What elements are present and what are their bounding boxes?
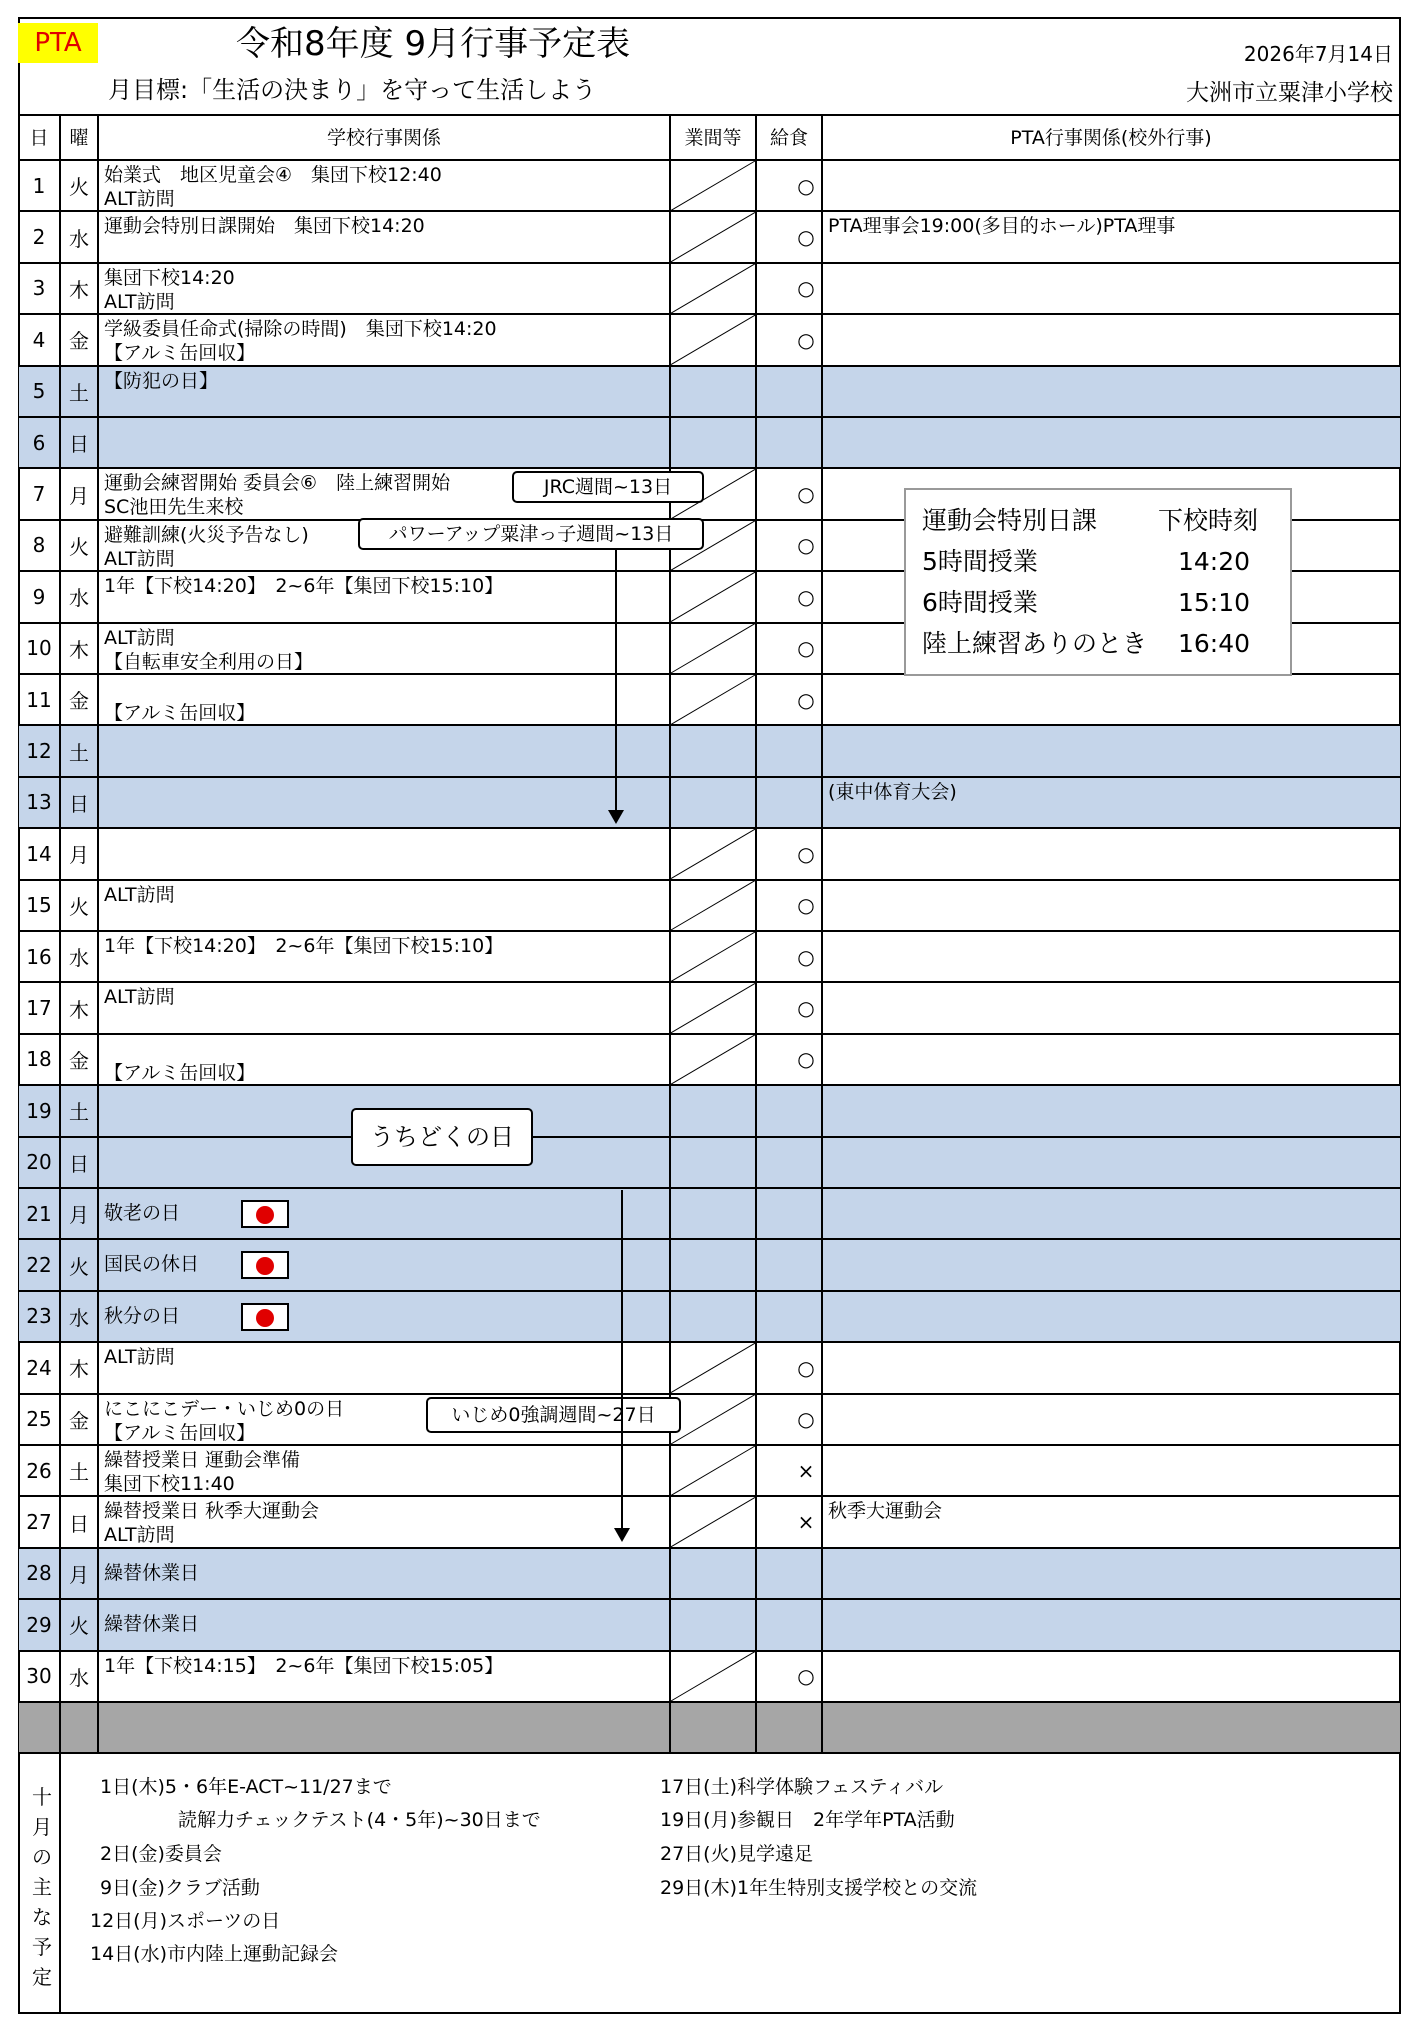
day-number: 3 — [32, 276, 46, 301]
event-line: 集団下校14:20 — [104, 266, 235, 289]
day-number: 17 — [26, 996, 52, 1021]
weekday: 土 — [69, 1100, 89, 1125]
col-header-pta-events: PTA行事関係(校外行事) — [1010, 127, 1212, 149]
day-number: 24 — [26, 1355, 52, 1380]
event-line: ALT訪問 — [104, 1524, 175, 1547]
weekday: 火 — [69, 1254, 89, 1279]
lunch-mark: ○ — [797, 687, 815, 712]
day-number: 15 — [26, 893, 52, 918]
monthly-goal: 月目標:「生活の決まり」を守って生活しよう — [108, 76, 597, 104]
day-number: 20 — [26, 1150, 52, 1175]
weekday: 土 — [69, 380, 89, 405]
issue-date: 2026年7月14日 — [1243, 42, 1393, 66]
day-number: 14 — [26, 841, 52, 866]
day-number: 10 — [26, 636, 52, 661]
day-number: 8 — [32, 533, 46, 558]
lunch-mark: ○ — [797, 841, 815, 866]
lunch-mark: × — [797, 1458, 815, 1483]
weekday: 金 — [69, 329, 89, 354]
schedule-time: 15:10 — [1178, 588, 1251, 617]
weekday: 土 — [69, 1460, 89, 1485]
event-line: 運動会練習開始 委員会⑥ 陸上練習開始 — [104, 472, 451, 495]
event-line: 秋分の日 — [104, 1304, 181, 1327]
lunch-mark: ○ — [797, 1664, 815, 1689]
lunch-mark: ○ — [797, 1047, 815, 1072]
weekday: 水 — [69, 946, 89, 971]
event-line: 【アルミ缶回収】 — [104, 1421, 256, 1444]
event-line: 【アルミ缶回収】 — [104, 1061, 256, 1084]
lunch-mark: ○ — [797, 1407, 815, 1432]
day-number: 6 — [32, 430, 46, 455]
day-number: 23 — [26, 1304, 52, 1329]
lunch-mark: ○ — [797, 482, 815, 507]
lunch-mark: ○ — [797, 1355, 815, 1380]
event-line: にこにこデー・いじめ0の日 — [104, 1397, 345, 1420]
october-item: 2日(金)委員会 — [100, 1843, 222, 1865]
day-number: 5 — [32, 379, 46, 404]
day-number: 13 — [26, 790, 52, 815]
weekday: 日 — [69, 1511, 89, 1536]
october-item: 27日(火)見学遠足 — [660, 1843, 814, 1865]
pta-badge: PTA — [18, 23, 98, 63]
weekday: 水 — [69, 586, 89, 611]
weekday: 金 — [69, 1408, 89, 1433]
event-line: ALT訪問 — [104, 547, 175, 570]
schedule-time: 14:20 — [1178, 547, 1251, 576]
october-label: 十月の主な予定 — [32, 1785, 52, 1989]
lunch-mark: ○ — [797, 327, 815, 352]
event-line: 国民の休日 — [104, 1253, 200, 1276]
weekday: 火 — [69, 1614, 89, 1639]
day-number: 27 — [26, 1510, 52, 1535]
event-line: 運動会特別日課開始 集団下校14:20 — [104, 215, 425, 238]
schedule-label: 陸上練習ありのとき — [922, 629, 1148, 658]
event-line: ALT訪問 — [104, 626, 175, 649]
lunch-mark: ○ — [797, 636, 815, 661]
arrow-powerup-head — [608, 810, 624, 824]
weekday: 金 — [69, 689, 89, 714]
weekday: 木 — [69, 997, 89, 1022]
weekday: 火 — [69, 175, 89, 200]
day-number: 25 — [26, 1407, 52, 1432]
weekday: 月 — [69, 843, 89, 868]
event-line: 学級委員任命式(掃除の時間) 集団下校14:20 — [104, 318, 497, 341]
event-line: 1年【下校14:20】 2~6年【集団下校15:10】 — [104, 935, 504, 957]
arrow-ijime-head — [614, 1528, 630, 1542]
day-number: 18 — [26, 1047, 52, 1072]
lunch-mark: ○ — [797, 225, 815, 250]
event-line: 集団下校11:40 — [104, 1473, 235, 1495]
special-schedule-box — [904, 488, 1292, 676]
weekday: 火 — [69, 894, 89, 919]
pta-event: (東中体育大会) — [828, 780, 957, 803]
weekday: 水 — [69, 1665, 89, 1690]
lunch-mark: ○ — [797, 944, 815, 969]
day-number: 22 — [26, 1253, 52, 1278]
event-line: 敬老の日 — [104, 1202, 181, 1224]
october-item: 19日(月)参観日 2年学年PTA活動 — [660, 1809, 955, 1831]
jrc-week-callout: JRC週間~13日 — [512, 471, 704, 503]
day-number: 12 — [26, 739, 52, 764]
day-number: 16 — [26, 944, 52, 969]
event-line: SC池田先生来校 — [104, 496, 244, 519]
weekday: 日 — [69, 432, 89, 457]
event-line: ALT訪問 — [104, 883, 175, 906]
lunch-mark: × — [797, 1510, 815, 1535]
day-number: 1 — [32, 173, 46, 198]
special-schedule-title-right: 下校時刻 — [1158, 506, 1259, 535]
event-line: ALT訪問 — [104, 986, 175, 1009]
october-item: 9日(金)クラブ活動 — [100, 1877, 260, 1899]
weekday: 土 — [69, 740, 89, 765]
day-number: 2 — [32, 225, 46, 250]
event-line: 1年【下校14:15】 2~6年【集団下校15:05】 — [104, 1654, 504, 1677]
october-item: 読解力チェックテスト(4・5年)~30日まで — [178, 1809, 541, 1831]
weekday: 月 — [69, 1562, 89, 1587]
day-number: 11 — [26, 687, 52, 712]
day-number: 21 — [26, 1201, 52, 1226]
pta-event: PTA理事会19:00(多目的ホール)PTA理事 — [828, 215, 1176, 238]
schedule-label: 5時間授業 — [922, 547, 1038, 576]
october-item: 29日(木)1年生特別支援学校との交流 — [660, 1877, 978, 1899]
event-line: 繰替休業日 — [104, 1613, 200, 1636]
col-header-day: 日 — [29, 127, 49, 149]
event-line: 始業式 地区児童会④ 集団下校12:40 — [104, 164, 442, 186]
powerup-week-callout: パワーアップ粟津っ子週間~13日 — [358, 518, 704, 550]
event-line: 繰替休業日 — [104, 1561, 200, 1584]
day-number: 4 — [32, 327, 46, 352]
weekday: 月 — [69, 1203, 89, 1228]
special-schedule-title: 運動会特別日課 — [922, 506, 1098, 535]
lunch-mark: ○ — [797, 173, 815, 198]
day-number: 7 — [32, 482, 46, 507]
day-number: 19 — [26, 1098, 52, 1123]
day-number: 29 — [26, 1612, 52, 1637]
lunch-mark: ○ — [797, 533, 815, 558]
event-line: 繰替授業日 秋季大運動会 — [104, 1500, 320, 1523]
event-line: ALT訪問 — [104, 290, 175, 313]
lunch-mark: ○ — [797, 996, 815, 1021]
weekday: 日 — [69, 1151, 89, 1176]
col-header-school-events: 学校行事関係 — [326, 127, 441, 149]
day-number: 28 — [26, 1561, 52, 1586]
october-item: 12日(月)スポーツの日 — [90, 1910, 281, 1932]
weekday: 火 — [69, 534, 89, 559]
october-item: 1日(木)5・6年E-ACT~11/27まで — [100, 1776, 392, 1798]
lunch-mark: ○ — [797, 276, 815, 301]
october-item: 17日(土)科学体験フェスティバル — [660, 1776, 944, 1798]
weekday: 金 — [69, 1048, 89, 1073]
day-number: 26 — [26, 1458, 52, 1483]
event-line: 【アルミ缶回収】 — [104, 702, 256, 724]
weekday: 日 — [69, 791, 89, 816]
page-title: 令和8年度 9月行事予定表 — [236, 24, 631, 64]
weekday: 月 — [69, 483, 89, 508]
day-number: 9 — [32, 584, 46, 609]
event-line: 繰替授業日 運動会準備 — [104, 1449, 301, 1471]
school-name: 大洲市立粟津小学校 — [1186, 80, 1393, 106]
event-line: 【自転車安全利用の日】 — [104, 650, 314, 673]
weekday: 木 — [69, 277, 89, 302]
event-line: 【防犯の日】 — [104, 369, 219, 392]
event-line: ALT訪問 — [104, 1346, 175, 1369]
schedule-time: 16:40 — [1178, 629, 1251, 658]
col-header-lunch: 給食 — [769, 127, 808, 149]
uchidoku-callout: うちどくの日 — [351, 1108, 533, 1166]
weekday: 水 — [69, 1305, 89, 1330]
event-line: ALT訪問 — [104, 188, 175, 210]
col-header-business: 業間等 — [684, 127, 742, 149]
event-line: 避難訓練(火災予告なし) — [104, 523, 309, 546]
lunch-mark: ○ — [797, 584, 815, 609]
lunch-mark: ○ — [797, 893, 815, 918]
weekday: 木 — [69, 1357, 89, 1382]
weekday: 水 — [69, 226, 89, 251]
october-item: 14日(水)市内陸上運動記録会 — [90, 1943, 339, 1965]
event-line: 【アルミ缶回収】 — [104, 342, 256, 365]
ijime-week-callout: いじめ0強調週間~27日 — [426, 1397, 681, 1433]
day-number: 30 — [26, 1664, 52, 1689]
event-line: 1年【下校14:20】 2~6年【集団下校15:10】 — [104, 575, 504, 598]
pta-event: 秋季大運動会 — [828, 1500, 943, 1523]
weekday: 木 — [69, 637, 89, 662]
col-header-weekday: 曜 — [69, 127, 89, 149]
schedule-label: 6時間授業 — [922, 588, 1038, 617]
